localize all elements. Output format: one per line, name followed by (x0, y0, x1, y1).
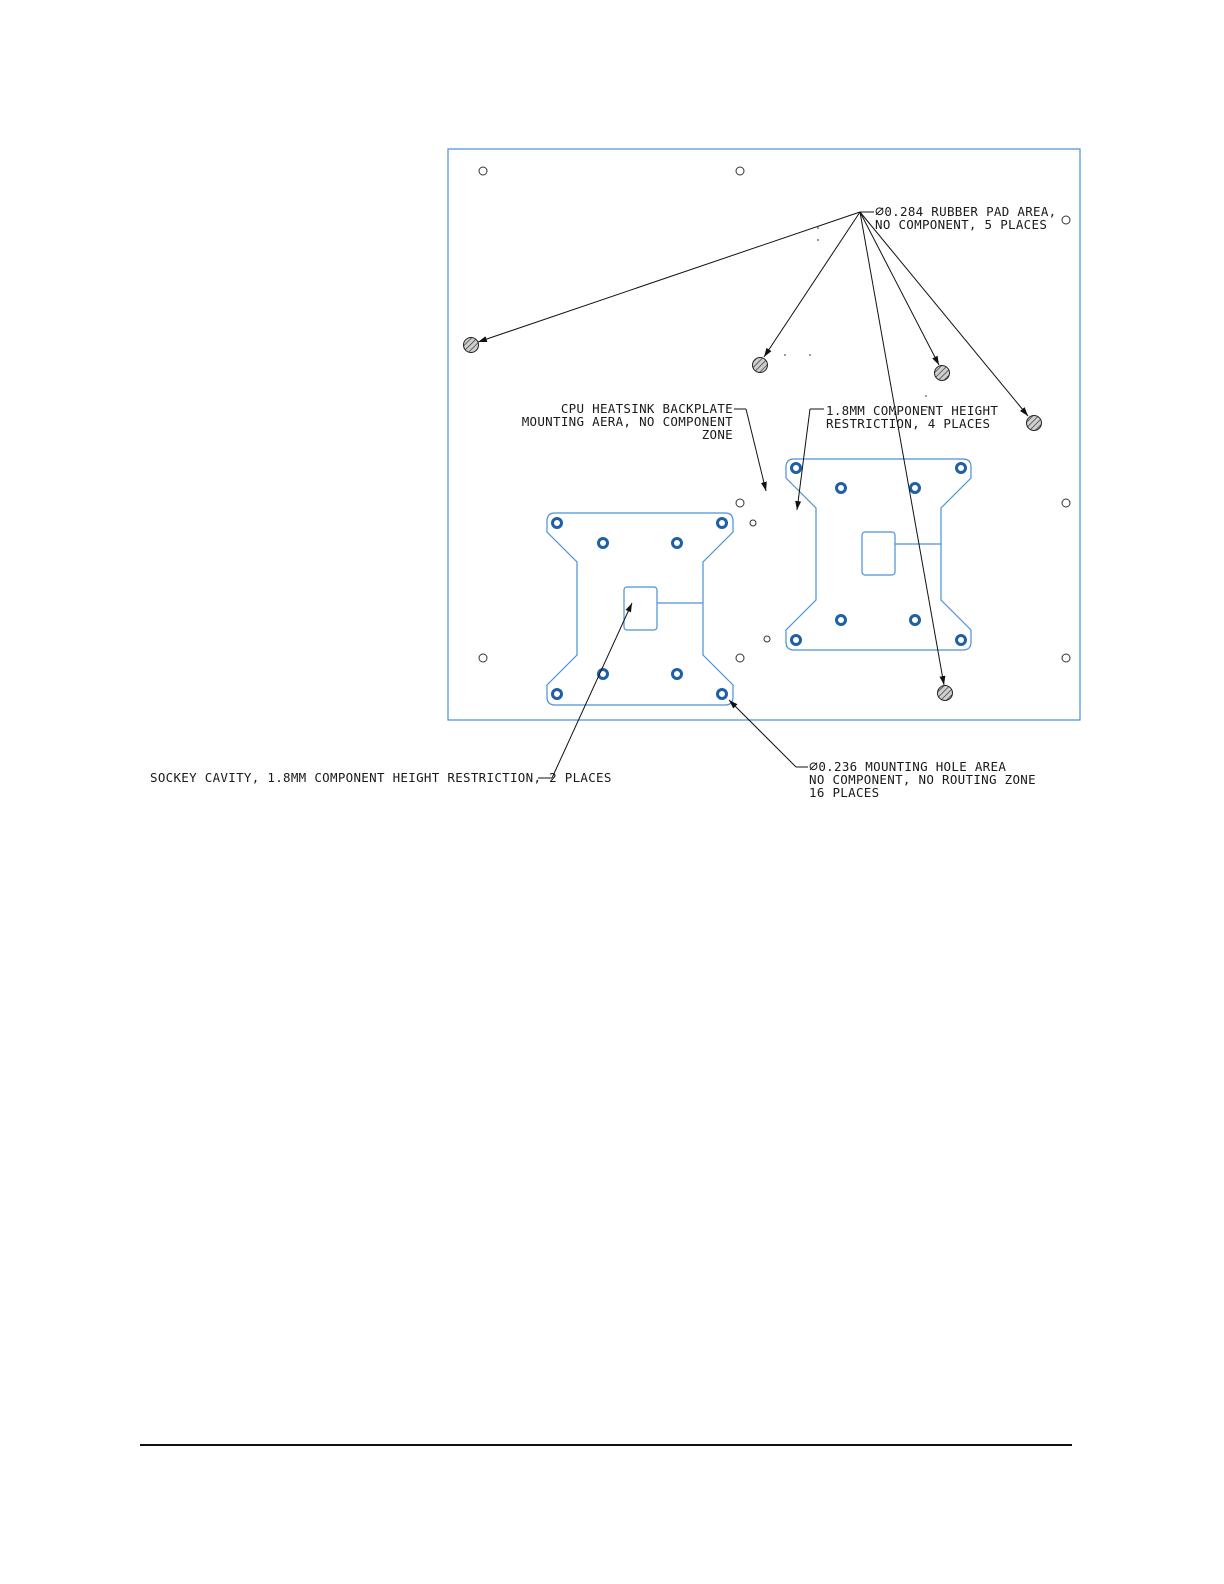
board-hole (1062, 654, 1070, 662)
mounting-hole (718, 519, 727, 528)
backplate-right (786, 459, 971, 650)
rubber-pads (464, 338, 1042, 701)
rubber-pad (938, 686, 953, 701)
board-hole (1062, 499, 1070, 507)
socket-cavity-callout (150, 770, 612, 785)
svg-text:CPU HEATSINK BACKPLATE: CPU HEATSINK BACKPLATE (560, 401, 733, 416)
mounting-hole (911, 616, 920, 625)
mounting-hole (957, 636, 966, 645)
height-restriction-callout (826, 403, 998, 431)
mounting-hole (673, 670, 682, 679)
board-hole (479, 654, 487, 662)
mounting-hole (599, 539, 608, 548)
svg-text:SOCKEY CAVITY, 1.8MM COMPONENT: SOCKEY CAVITY, 1.8MM COMPONENT HEIGHT RESTRICTION, 2 PLACES (150, 770, 612, 785)
diameter-symbol: ∅ (875, 202, 885, 220)
svg-text:NO COMPONENT, 5 PLACES: NO COMPONENT, 5 PLACES (875, 217, 1048, 232)
board-hole (1062, 216, 1070, 224)
rubber-pad (935, 366, 950, 381)
board-hole (736, 167, 744, 175)
specks (784, 227, 928, 408)
svg-text:∅0.236 MOUNTING HOLE AREA: ∅0.236 MOUNTING HOLE AREA (809, 757, 1007, 775)
svg-text:MOUNTING AERA, NO COMPONENT: MOUNTING AERA, NO COMPONENT (521, 414, 733, 429)
mounting-hole-callout (809, 757, 1036, 800)
mounting-hole (718, 690, 727, 699)
svg-text:ZONE: ZONE (701, 427, 733, 442)
rubber-pad (1027, 416, 1042, 431)
mounting-hole (673, 539, 682, 548)
svg-text:16 PLACES: 16 PLACES (809, 785, 880, 800)
backplate-callout (522, 401, 733, 442)
mounting-hole (792, 636, 801, 645)
svg-text:1.8MM COMPONENT HEIGHT: 1.8MM COMPONENT HEIGHT (826, 403, 999, 418)
rubber-pad-callout (875, 202, 1057, 232)
board-outline (448, 149, 1080, 720)
svg-text:NO COMPONENT, NO ROUTING ZONE: NO COMPONENT, NO ROUTING ZONE (809, 772, 1036, 787)
socket-cavity-leader (538, 603, 632, 778)
backplate-leader (734, 409, 766, 491)
mounting-hole (837, 484, 846, 493)
mounting-hole (911, 484, 920, 493)
board-hole (736, 499, 744, 507)
rubber-pad-leaders (478, 212, 1028, 685)
socket-cavity-right (862, 532, 895, 575)
mounting-hole-leader (729, 700, 808, 767)
mounting-hole (837, 616, 846, 625)
rubber-pad (464, 338, 479, 353)
backplate-left (547, 513, 733, 705)
mounting-hole (792, 464, 801, 473)
mounting-hole (553, 519, 562, 528)
board-hole (479, 167, 487, 175)
svg-text:∅0.284 RUBBER PAD AREA,: ∅0.284 RUBBER PAD AREA, (875, 202, 1057, 220)
diameter-symbol: ∅ (809, 757, 819, 775)
board-hole (764, 636, 770, 642)
rubber-pad (753, 358, 768, 373)
svg-text:RESTRICTION, 4 PLACES: RESTRICTION, 4 PLACES (826, 416, 991, 431)
mounting-hole (553, 690, 562, 699)
mounting-hole (957, 464, 966, 473)
board-hole (736, 654, 744, 662)
footer-rule (140, 1444, 1072, 1446)
board-hole (750, 520, 756, 526)
